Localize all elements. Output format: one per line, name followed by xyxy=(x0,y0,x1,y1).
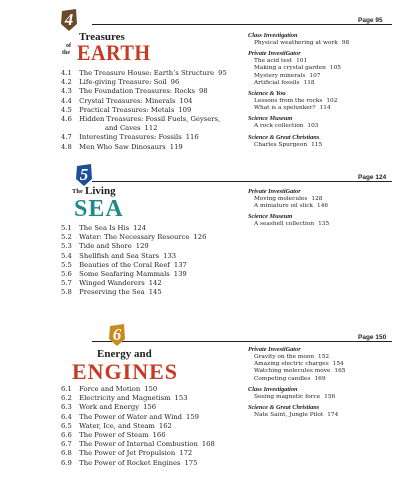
unit-title-main: SEA xyxy=(74,196,124,222)
activity-heading: Private InvestiGator xyxy=(248,188,301,195)
activity-item: Mystery minerals 107 xyxy=(254,72,321,79)
activity-heading: Class Investigation xyxy=(248,32,298,39)
activity-heading: Science Museum xyxy=(248,115,293,123)
lesson-item: 4.1 The Treasure House: Earth’s Structure 95 xyxy=(61,69,227,77)
lesson-item: 4.6 Hidden Treasures: Fossil Fuels, Geysers, xyxy=(61,115,221,124)
unit-title-main: EARTH xyxy=(77,40,151,65)
unit-divider-rule xyxy=(92,341,392,342)
lesson-item: 5.8 Preserving the Sea 145 xyxy=(61,288,162,297)
activity-item: Physical weathering at work 98 xyxy=(254,40,350,46)
lesson-item: 5.3 Tide and Shore 129 xyxy=(61,242,149,251)
lesson-list xyxy=(61,385,215,468)
activity-heading: Science & Great Christians xyxy=(248,133,320,141)
unit-divider-rule xyxy=(92,24,392,25)
unit-title-top: Living xyxy=(85,185,116,197)
lesson-item: 6.4 The Power of Water and Wind 159 xyxy=(61,412,199,421)
activity-item: Seeing magnetic force 156 xyxy=(254,393,336,400)
lesson-item: 6.8 The Power of Jet Propulsion 172 xyxy=(61,449,193,458)
activity-item: Watching molecules move 165 xyxy=(254,368,346,375)
lesson-item: 6.6 The Power of Steam 166 xyxy=(61,431,166,440)
activity-heading: Private InvestiGator xyxy=(248,346,301,353)
activity-item: Amazing electric charges 154 xyxy=(254,361,344,368)
unit-title-top: Treasures xyxy=(79,31,125,43)
activity-sidebar xyxy=(248,346,346,419)
activity-heading: Private InvestiGator xyxy=(248,50,301,58)
lesson-item: 6.1 Force and Motion 150 xyxy=(61,385,158,393)
unit-number-badge xyxy=(75,163,93,187)
activity-item: Artificial fossils 118 xyxy=(254,79,315,86)
unit-number-badge xyxy=(60,8,78,32)
unit-page-label: Page 150 xyxy=(358,334,387,341)
unit-title-main: ENGINES xyxy=(72,359,179,384)
lesson-item: 6.2 Electricity and Magnetism 153 xyxy=(61,394,188,403)
activity-item: Charles Spurgeon 115 xyxy=(254,141,323,148)
unit-title-top: Energy and xyxy=(97,348,152,360)
unit-page-label: Page 124 xyxy=(358,174,387,181)
lesson-item: 4.4 Crystal Treasures: Minerals 104 xyxy=(61,96,193,105)
lesson-item: 4.2 Life-giving Treasure: Soil 96 xyxy=(61,78,180,87)
unit-number: 4 xyxy=(64,10,74,29)
unit-number: 5 xyxy=(79,165,89,184)
activity-heading: Class Investigation xyxy=(248,385,298,393)
lesson-item: 5.7 Winged Wanderers 142 xyxy=(61,279,162,288)
unit-number: 6 xyxy=(112,325,122,344)
lesson-item-continued: and Caves 112 xyxy=(105,124,158,133)
unit-title-the: the xyxy=(62,50,70,56)
activity-heading: Science & You xyxy=(248,90,286,98)
activity-sidebar xyxy=(248,32,349,149)
lesson-item: 5.4 Shellfish and Sea Stars 133 xyxy=(61,251,177,260)
activity-item: A rock collection 103 xyxy=(254,123,319,130)
activity-item: A miniature oil slick 146 xyxy=(254,203,329,210)
lesson-item: 4.7 Interesting Treasures: Fossils 116 xyxy=(61,133,199,142)
unit-title-the: The xyxy=(72,188,83,195)
lesson-item: 6.5 Water, Ice, and Steam 162 xyxy=(61,421,172,430)
activity-item: Lessons from the rocks 102 xyxy=(254,98,338,105)
lesson-item: 4.5 Practical Treasures: Metals 109 xyxy=(61,105,192,114)
lesson-list xyxy=(61,69,227,152)
activity-item: A seashell collection 135 xyxy=(254,221,330,228)
lesson-item: 4.8 Men Who Saw Dinosaurs 119 xyxy=(61,142,183,151)
lesson-item: 5.6 Some Seafaring Mammals 139 xyxy=(61,270,187,279)
activity-item: Gravity on the moon 152 xyxy=(254,354,330,360)
lesson-item: 6.9 The Power of Rocket Engines 175 xyxy=(61,458,198,467)
lesson-item: 6.3 Work and Energy 156 xyxy=(61,403,157,412)
lesson-item: 5.1 The Sea Is His 124 xyxy=(61,224,147,232)
activity-heading: Science Museum xyxy=(248,213,293,221)
activity-heading: Science & Great Christians xyxy=(248,404,320,412)
activity-item: Competing candles 169 xyxy=(254,375,326,382)
unit-title-of: of xyxy=(66,43,71,49)
lesson-list xyxy=(61,224,206,298)
activity-item: Nate Saint, Jungle Pilot 174 xyxy=(254,412,339,419)
activity-item: Making a crystal garden 105 xyxy=(254,65,341,72)
lesson-item: 6.7 The Power of Internal Combustion 168 xyxy=(61,440,215,449)
lesson-item: 4.3 The Foundation Treasures: Rocks 98 xyxy=(61,87,208,96)
activity-sidebar xyxy=(248,188,329,229)
lesson-item: 5.5 Beauties of the Coral Reef 137 xyxy=(61,260,187,269)
lesson-item: 5.2 Water: The Necessary Resource 126 xyxy=(61,233,207,242)
activity-item: Moving molecules 128 xyxy=(254,196,323,202)
unit-page-label: Page 95 xyxy=(358,17,383,24)
unit-number-badge xyxy=(108,323,126,347)
activity-item: The acid test 101 xyxy=(254,58,308,65)
unit-divider-rule xyxy=(92,181,392,182)
activity-item: What is a spelunker? 114 xyxy=(254,105,331,112)
